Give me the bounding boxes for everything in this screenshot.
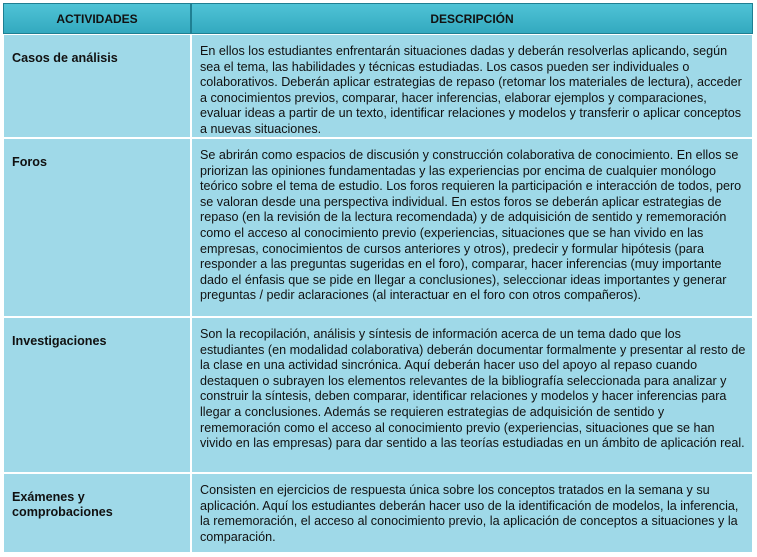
- description-cell-investigaciones: Son la recopilación, análisis y síntesis de información acerca de un tema dado que los estudiantes (en modalidad colaborativa) deberán documentar formalmente y presentar al resto de la clase en una actividad sincrónica. Aquí deberán hacer uso del apoyo al repaso cuando destaquen o subrayen los elementos relevantes de la bibliografía seleccionada para analizar y construir la síntesis, deben comparar, identificar relaciones y modelos y hacer inferencias para llegar a conclusiones. Además se requieren estrategias de adquisición de sentido y rememoración como el acceso al conocimiento previo (experiencias, situaciones que se han vivido en las empresas) para dar sentido a las teorías estudiadas en un ámbito de aplicación real.: [191, 317, 753, 473]
- header-activities: ACTIVIDADES: [3, 3, 191, 34]
- header-description: DESCRIPCIÓN: [191, 3, 753, 34]
- activity-cell-investigaciones: Investigaciones: [3, 317, 191, 473]
- activity-cell-foros: Foros: [3, 138, 191, 317]
- activity-cell-examenes: Exámenes y comprobaciones: [3, 473, 191, 553]
- description-cell-examenes: Consisten en ejercicios de respuesta única sobre los conceptos tratados en la semana y su aplicación. Aquí los estudiantes deberán hacer uso de la identificación de modelos, la inferencia, la rememoración, el acceso al conocimiento previo, la aplicación de conceptos a situaciones y la comparación.: [191, 473, 753, 553]
- activities-table: [3, 3, 753, 553]
- activity-cell-casos: Casos de análisis: [3, 34, 191, 138]
- description-cell-casos: En ellos los estudiantes enfrentarán situaciones dadas y deberán resolverlas aplicando, según sea el tema, las habilidades y técnicas estudiadas. Los casos pueden ser individuales o colaborativos. Deberán aplicar estrategias de repaso (retomar los materiales de lectura), acceder a conocimientos previos, comparar, hacer inferencias, elaborar ejemplos y comparaciones, evaluar ideas a partir de un texto, identificar relaciones y modelos y transferir o aplicar conceptos a nuevas situaciones.: [191, 34, 753, 138]
- description-cell-foros: Se abrirán como espacios de discusión y construcción colaborativa de conocimiento. En ellos se priorizan las opiniones fundamentadas y las experiencias por encima de cualquier monólogo teórico sobre el tema de estudio. Los foros requieren la participación e interacción de todos, pero se valoran desde una perspectiva individual. En estos foros se deberán aplicar estrategias de repaso (en la revisión de la lectura recomendada) y de adquisición de sentido y rememoración como el acceso al conocimiento previo (experiencias, situaciones que se han vivido en las empresas, conocimientos de cursos anteriores y otros), predecir y formular hipótesis (para responder a las preguntas sugeridas en el foro), comparar, hacer inferencias (muy importante dado el énfasis que se pide en llegar a conclusiones), seleccionar ideas importantes y generar preguntas / pedir aclaraciones (al interactuar en el foro con otros compañeros).: [191, 138, 753, 317]
